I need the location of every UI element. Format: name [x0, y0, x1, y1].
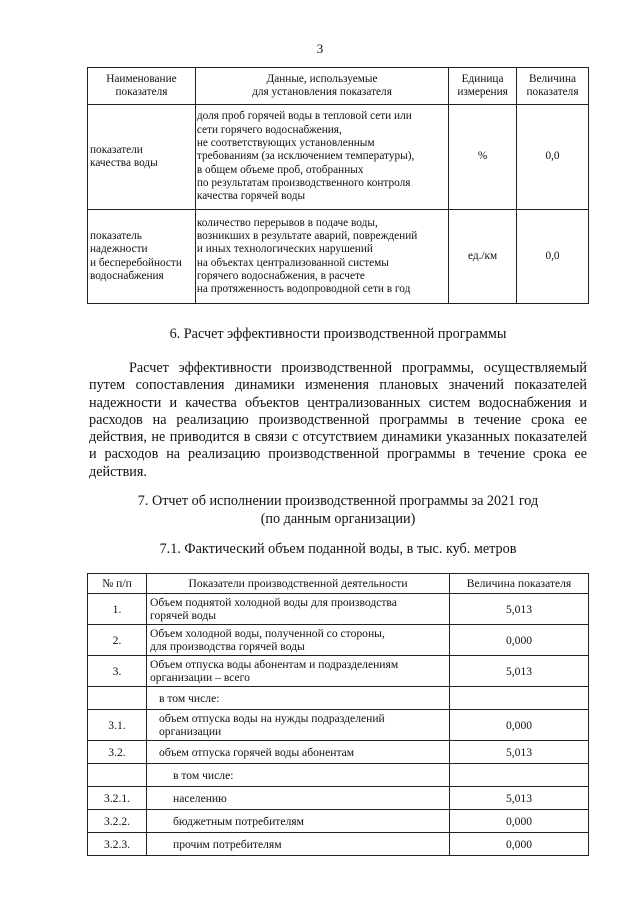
row-number	[88, 764, 147, 787]
indicator-description: доля проб горячей воды в тепловой сети или сети горячего водоснабжения, не соответствующих установленным требованиям (за исключением температуры), в общем объеме проб, отобранных по результатам производственного контроля качества горячей воды	[195, 105, 448, 210]
activity-value	[450, 687, 589, 710]
table-row	[88, 594, 589, 625]
row-number: 3.2.	[88, 741, 147, 764]
table-row	[88, 810, 589, 833]
water-volume-table-body	[88, 594, 589, 856]
water-volume-table	[87, 573, 589, 856]
row-number: 3.2.1.	[88, 787, 147, 810]
section-6-heading: 6. Расчет эффективности производственной программы	[169, 326, 507, 342]
indicators-table	[87, 67, 589, 304]
activity-name: Объем поднятой холодной воды для производства горячей воды	[147, 594, 450, 625]
section-7-heading-line2: (по данным организации)	[260, 511, 416, 527]
activity-name: объем отпуска горячей воды абонентам	[147, 741, 450, 764]
table-row	[88, 787, 589, 810]
indicator-unit: ед./км	[449, 210, 517, 304]
table-row	[88, 625, 589, 656]
activity-name: прочим потребителям	[147, 833, 450, 856]
indicator-unit: %	[449, 105, 517, 210]
header-unit: Единица измерения	[449, 68, 517, 105]
section-6-paragraph: Расчет эффективности производственной программы, осуществляемый путем сопоставления динамики изменения плановых значений показателей надежности и качества объектов централизованных систем водоснабжения и расходов на реализацию производственной программы в течение срока ее действия, не приводится в связи с отсутствием динамики указанных показателей и расходов на реализацию производственной программы в течение срока ее действия.	[89, 360, 587, 480]
activity-value: 5,013	[450, 787, 589, 810]
row-number: 3.1.	[88, 710, 147, 741]
activity-value: 0,000	[450, 810, 589, 833]
table-row	[88, 210, 589, 304]
activity-name: Объем холодной воды, полученной со стороны, для производства горячей воды	[147, 625, 450, 656]
section-7-heading	[60, 492, 616, 528]
activity-name: Объем отпуска воды абонентам и подразделениям организации – всего	[147, 656, 450, 687]
activity-value: 0,000	[450, 833, 589, 856]
page-number: 3	[316, 41, 324, 56]
activity-name: в том числе:	[147, 764, 450, 787]
table-row	[88, 656, 589, 687]
header-amount: Величина показателя	[450, 574, 589, 594]
activity-value: 5,013	[450, 656, 589, 687]
header-row-number: № п/п	[88, 574, 147, 594]
row-number: 3.	[88, 656, 147, 687]
header-indicator-data: Данные, используемые для установления показателя	[195, 68, 448, 105]
activity-value	[450, 764, 589, 787]
activity-value: 0,000	[450, 710, 589, 741]
header-indicator-name: Наименование показателя	[88, 68, 196, 105]
indicator-description: количество перерывов в подаче воды, возникших в результате аварий, повреждений и иных технологических нарушений на объектах централизованной системы горячего водоснабжения, в расчете на протяженность водопроводной сети в год	[195, 210, 448, 304]
table-row	[88, 710, 589, 741]
header-activity: Показатели производственной деятельности	[147, 574, 450, 594]
table-row	[88, 833, 589, 856]
section-7-1-heading: 7.1. Фактический объем поданной воды, в тыс. куб. метров	[159, 541, 517, 557]
activity-value: 5,013	[450, 741, 589, 764]
activity-name: в том числе:	[147, 687, 450, 710]
table-row	[88, 764, 589, 787]
row-number: 1.	[88, 594, 147, 625]
indicator-name: показатели качества воды	[88, 105, 196, 210]
table-row	[88, 105, 589, 210]
water-volume-table-header	[88, 574, 589, 594]
row-number: 3.2.2.	[88, 810, 147, 833]
activity-name: населению	[147, 787, 450, 810]
row-number	[88, 687, 147, 710]
indicators-table-header	[88, 68, 589, 105]
row-number: 3.2.3.	[88, 833, 147, 856]
indicator-value: 0,0	[517, 210, 589, 304]
indicator-value: 0,0	[517, 105, 589, 210]
table-row	[88, 687, 589, 710]
table-row	[88, 741, 589, 764]
activity-name: бюджетным потребителям	[147, 810, 450, 833]
header-value: Величина показателя	[517, 68, 589, 105]
row-number: 2.	[88, 625, 147, 656]
section-7-heading-line1: 7. Отчет об исполнении производственной программы за 2021 год	[137, 493, 539, 509]
activity-value: 5,013	[450, 594, 589, 625]
activity-value: 0,000	[450, 625, 589, 656]
activity-name: объем отпуска воды на нужды подразделений организации	[147, 710, 450, 741]
indicator-name: показатель надежности и бесперебойности водоснабжения	[88, 210, 196, 304]
